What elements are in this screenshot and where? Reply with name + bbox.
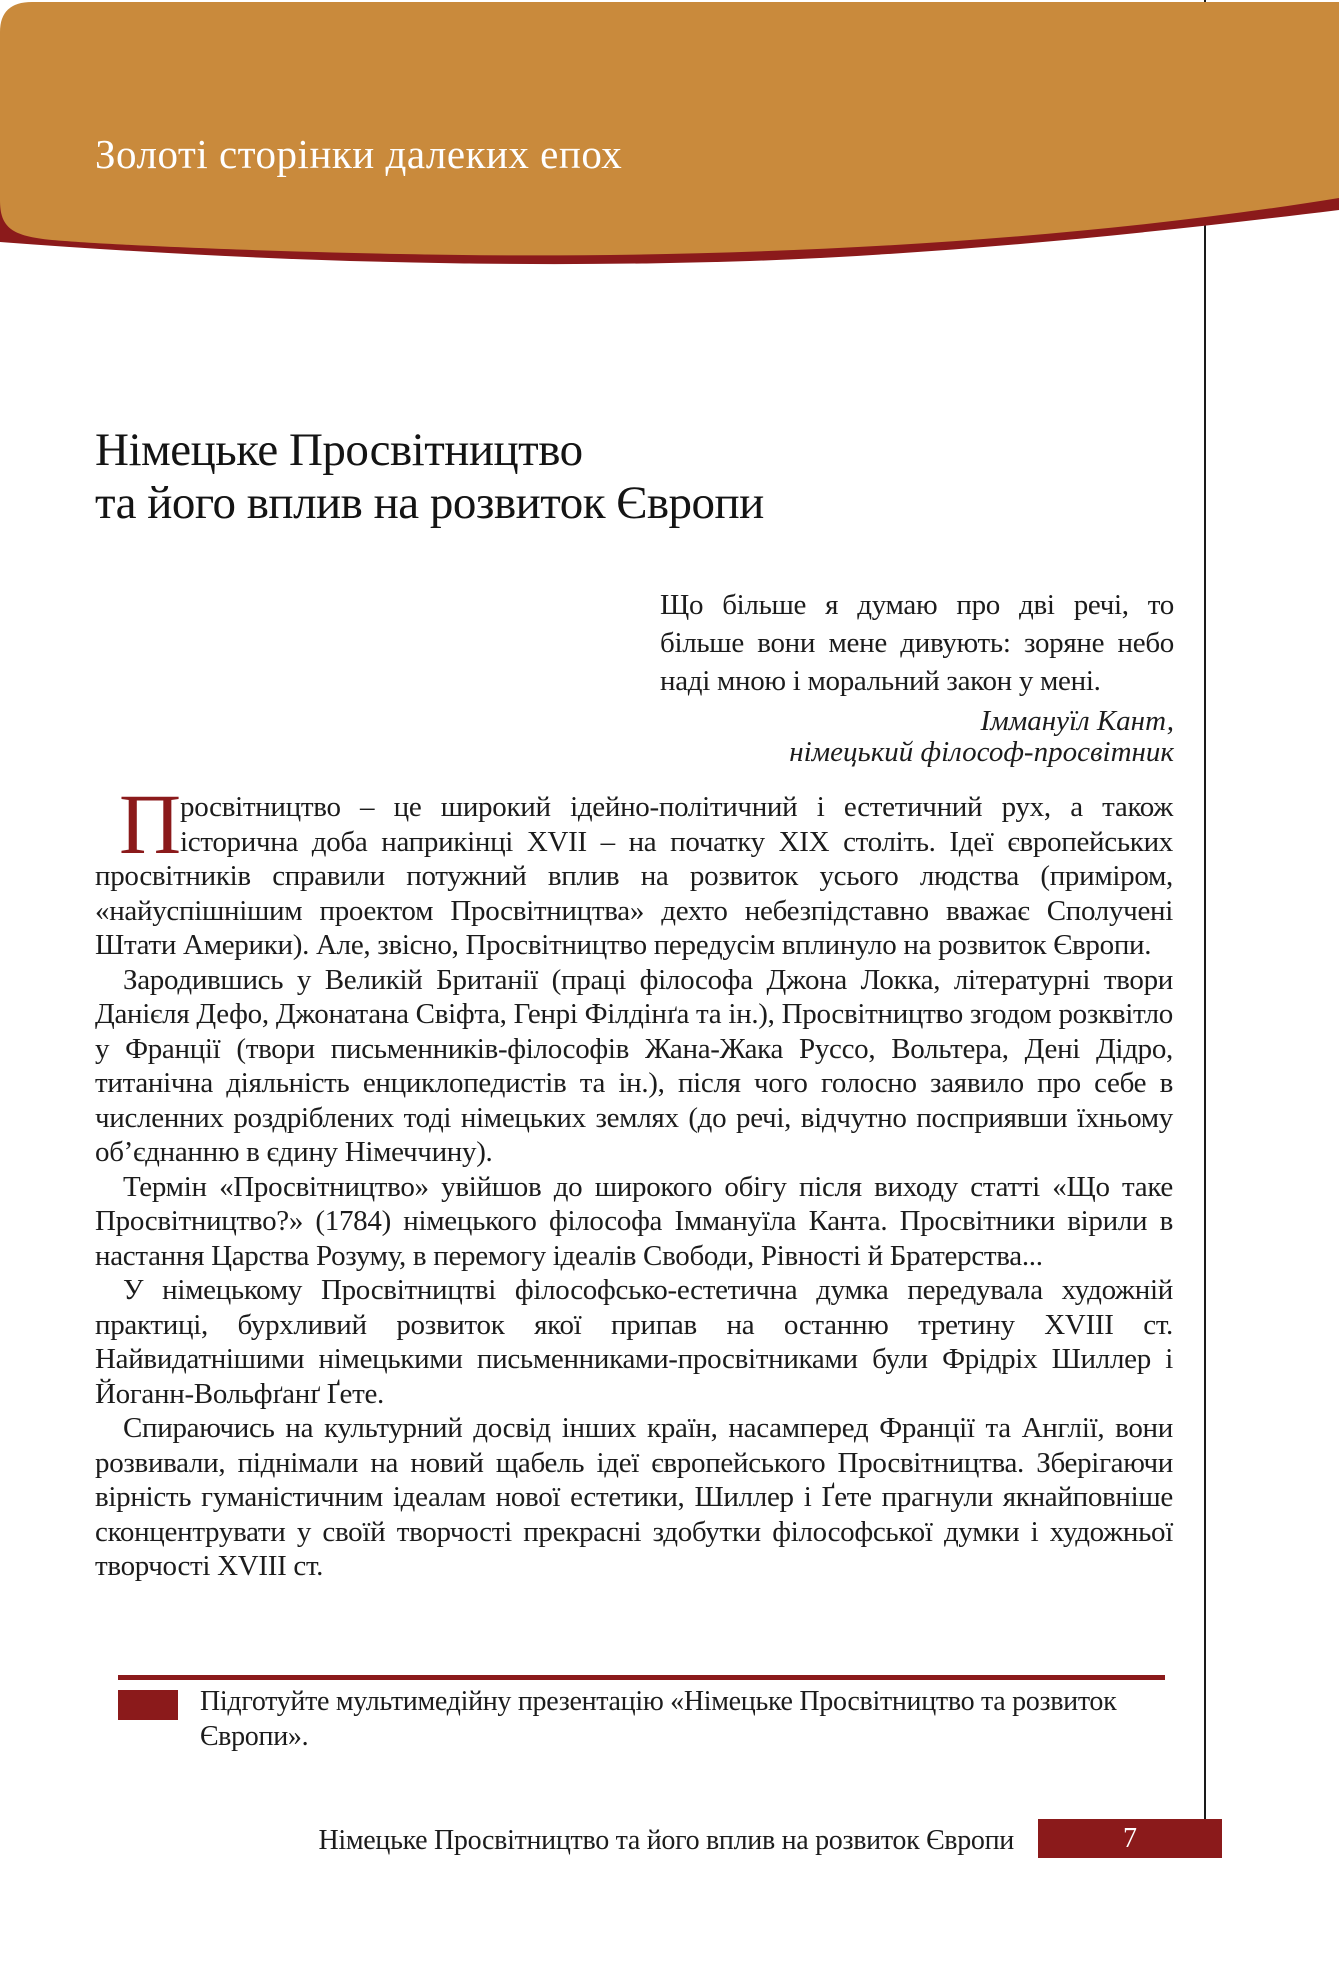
epigraph-author-role: німецький філософ-просвітник [789,736,1174,768]
footer-running-title: Німецьке Просвітництво та його вплив на розвиток Європи [318,1825,1014,1856]
body-text [95,776,1173,1584]
paragraph-2: Зародившись у Великій Британії (праці філософа Джона Локка, літературні твори Данієля Дефо, Джонатана Свіфта, Генрі Філдінґа та ін.), Просвітництво згодом розквітло у Франції (твори письменників-філософів Жана-Жака Руссо, Вольтера, Дені Дідро, титанічна діяльність енциклопедистів та ін.), після чого голосно заявило про себе в численних роздріблених тоді німецьких землях (до речі, відчутно посприявши їхньому об’єднанню в єдину Німеччину). [95,963,1173,1168]
header-band [0,2,1339,255]
task-text: Підготуйте мультимедійну презентацію «Німецьке Просвітництво та розвиток Європи». [200,1686,1117,1752]
page-title-line2: та його вплив на розвиток Європи [95,477,764,529]
drop-cap: П [119,776,181,872]
page-edge-vertical-rule [1204,0,1206,1819]
paragraph-4: У німецькому Просвітництві філософсько-естетична думка передувала художній практиці, бурхливий розвиток якої припав на останню третину XVIII ст. Найвидатнішими німецькими письменниками-просвітниками були Фрідріх Шиллер і Йоганн-Вольфґанґ Ґете. [95,1274,1173,1410]
section-kicker: Золоті сторінки далеких епох [95,131,623,177]
epigraph-attribution [660,706,1174,768]
paragraph-1 [95,776,1173,963]
epigraph [660,586,1174,768]
task-marker-square [118,1690,178,1720]
task-divider-rule [118,1675,1165,1680]
paragraph-3: Термін «Просвітництво» увійшов до широкого обігу після виходу статті «Що таке Просвітництво?» (1784) німецького філософа Іммануїла Канта. Просвітники вірили в настання Царства Розуму, в перемогу ідеалів Свободи, Рівності й Братерства... [95,1170,1173,1272]
epigraph-quote: Що більше я думаю про дві речі, то більше вони мене дивують: зоряне небо наді мною і моральний закон у мені. [660,589,1174,697]
epigraph-author: Іммануїл Кант, [980,705,1174,737]
page-title [95,424,1095,530]
paragraph-5: Спираючись на культурний досвід інших країн, насамперед Франції та Англії, вони розвивали, піднімали на новий щабель ідеї європейського Просвітництва. Зберігаючи вірність гуманістичним ідеалам нової естетики, Шиллер і Ґете прагнули якнайповніше сконцентрувати у своїй творчості прекрасні здобутки філософської думки і художньої творчості XVIII ст. [95,1412,1173,1582]
paragraph-1-text: росвітництво – це широкий ідейно-політичний і естетичний рух, а також історична доба наприкінці XVII – на початку XIX століть. Ідеї європейських просвітників справили потужний вплив на розвиток усього людства (приміром, «найуспішнішим проектом Просвітництва» дехто небезпідставно вважає Сполучені Штати Америки). Але, звісно, Просвітництво передусім вплинуло на розвиток Європи. [95,791,1173,961]
page-number: 7 [1123,1823,1137,1854]
page-title-line1: Німецьке Просвітництво [95,424,583,476]
page-number-badge [1038,1819,1222,1858]
